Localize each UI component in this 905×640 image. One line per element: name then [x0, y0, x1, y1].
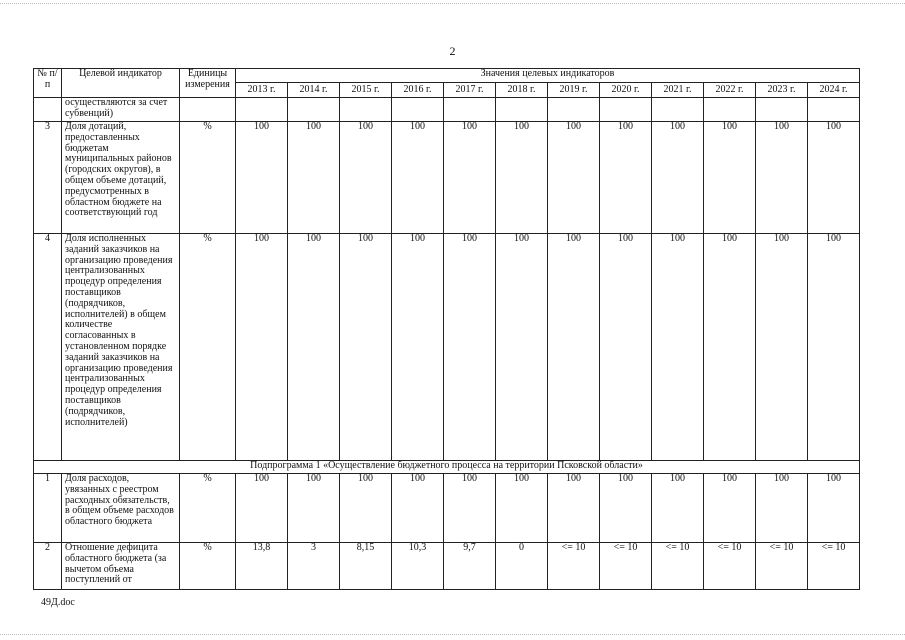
- header-year: 2013 г.: [236, 83, 288, 98]
- header-year: 2019 г.: [548, 83, 600, 98]
- table-row: [34, 122, 860, 234]
- header-values-title: Значения целевых индикаторов: [236, 69, 860, 83]
- table-row: [34, 474, 860, 543]
- value-cell: 100: [652, 122, 704, 234]
- value-cell: <= 10: [548, 543, 600, 590]
- row-number: 1: [34, 474, 62, 543]
- value-cell: 100: [704, 122, 756, 234]
- value-cell: 100: [808, 122, 860, 234]
- row-number: 3: [34, 122, 62, 234]
- header-indicator: Целевой индикатор: [62, 69, 180, 98]
- value-cell: 100: [288, 474, 340, 543]
- value-cell: 100: [496, 234, 548, 461]
- value-cell: 100: [756, 234, 808, 461]
- header-num: № п/п: [34, 69, 62, 98]
- unit: %: [180, 474, 236, 543]
- value-cell: 9,7: [444, 543, 496, 590]
- value-cell: 100: [340, 234, 392, 461]
- value-cell: 100: [704, 474, 756, 543]
- value-cell: 100: [548, 234, 600, 461]
- value-cell: <= 10: [600, 543, 652, 590]
- header-year: 2014 г.: [288, 83, 340, 98]
- header-year: 2020 г.: [600, 83, 652, 98]
- row-number: 4: [34, 234, 62, 461]
- target-indicators-table: [33, 68, 860, 590]
- value-cell: 100: [808, 234, 860, 461]
- value-cell: 100: [392, 122, 444, 234]
- value-cell: 100: [444, 234, 496, 461]
- value-cell: <= 10: [704, 543, 756, 590]
- value-cell: 100: [756, 122, 808, 234]
- value-cell: 100: [288, 122, 340, 234]
- scan-edge-top: [0, 3, 905, 4]
- value-cell: 100: [808, 474, 860, 543]
- header-year: 2022 г.: [704, 83, 756, 98]
- value-cell: 100: [288, 234, 340, 461]
- header-year: 2021 г.: [652, 83, 704, 98]
- continuation-text: осуществляются за счет субвенций): [62, 98, 180, 122]
- header-year: 2017 г.: [444, 83, 496, 98]
- value-cell: <= 10: [652, 543, 704, 590]
- value-cell: 100: [444, 474, 496, 543]
- header-year: 2015 г.: [340, 83, 392, 98]
- scan-edge-bottom: [0, 634, 905, 635]
- value-cell: 100: [756, 474, 808, 543]
- value-cell: 100: [600, 122, 652, 234]
- value-cell: 10,3: [392, 543, 444, 590]
- value-cell: 100: [236, 474, 288, 543]
- subprogram-title: Подпрограмма 1 «Осуществление бюджетного процесса на территории Псковской области»: [34, 461, 860, 474]
- unit: %: [180, 234, 236, 461]
- value-cell: 100: [392, 234, 444, 461]
- subprogram-row: [34, 461, 860, 474]
- value-cell: 100: [392, 474, 444, 543]
- header-year: 2018 г.: [496, 83, 548, 98]
- value-cell: 100: [652, 474, 704, 543]
- value-cell: 100: [496, 122, 548, 234]
- value-cell: <= 10: [756, 543, 808, 590]
- header-year: 2016 г.: [392, 83, 444, 98]
- indicator-name: Доля расходов, увязанных с реестром расходных обязательств, в общем объеме расходов областного бюджета: [62, 474, 180, 543]
- value-cell: 8,15: [340, 543, 392, 590]
- value-cell: 100: [600, 474, 652, 543]
- value-cell: 100: [548, 474, 600, 543]
- value-cell: 100: [444, 122, 496, 234]
- table-row-continuation: [34, 98, 860, 122]
- header-unit: Единицы измерения: [180, 69, 236, 98]
- indicator-name: Отношение дефицита областного бюджета (за вычетом объема поступлений от: [62, 543, 180, 590]
- table-row: [34, 234, 860, 461]
- unit: %: [180, 543, 236, 590]
- row-number: 2: [34, 543, 62, 590]
- value-cell: 13,8: [236, 543, 288, 590]
- value-cell: <= 10: [808, 543, 860, 590]
- value-cell: 100: [340, 122, 392, 234]
- value-cell: 100: [340, 474, 392, 543]
- indicator-name: Доля дотаций, предоставленных бюджетам муниципальных районов (городских округов), в общем объеме дотаций, предусмотренных в областном бюджете на соответствующий год: [62, 122, 180, 234]
- page-number: 2: [449, 44, 456, 58]
- value-cell: 100: [704, 234, 756, 461]
- value-cell: 100: [548, 122, 600, 234]
- value-cell: 100: [652, 234, 704, 461]
- value-cell: 0: [496, 543, 548, 590]
- value-cell: 100: [496, 474, 548, 543]
- file-name-footer: 49Д.doc: [41, 597, 75, 608]
- header-year: 2024 г.: [808, 83, 860, 98]
- unit: %: [180, 122, 236, 234]
- value-cell: 100: [236, 234, 288, 461]
- value-cell: 100: [600, 234, 652, 461]
- header-year: 2023 г.: [756, 83, 808, 98]
- value-cell: 100: [236, 122, 288, 234]
- table-row: [34, 543, 860, 590]
- indicator-name: Доля исполненных заданий заказчиков на организацию проведения централизованных процедур определения поставщиков (подрядчиков, исполнителей) в общем количестве согласованных в установленном порядке заданий заказчиков на организацию проведения централизованных процедур определения поставщиков (подрядчиков, исполнителей): [62, 234, 180, 461]
- value-cell: 3: [288, 543, 340, 590]
